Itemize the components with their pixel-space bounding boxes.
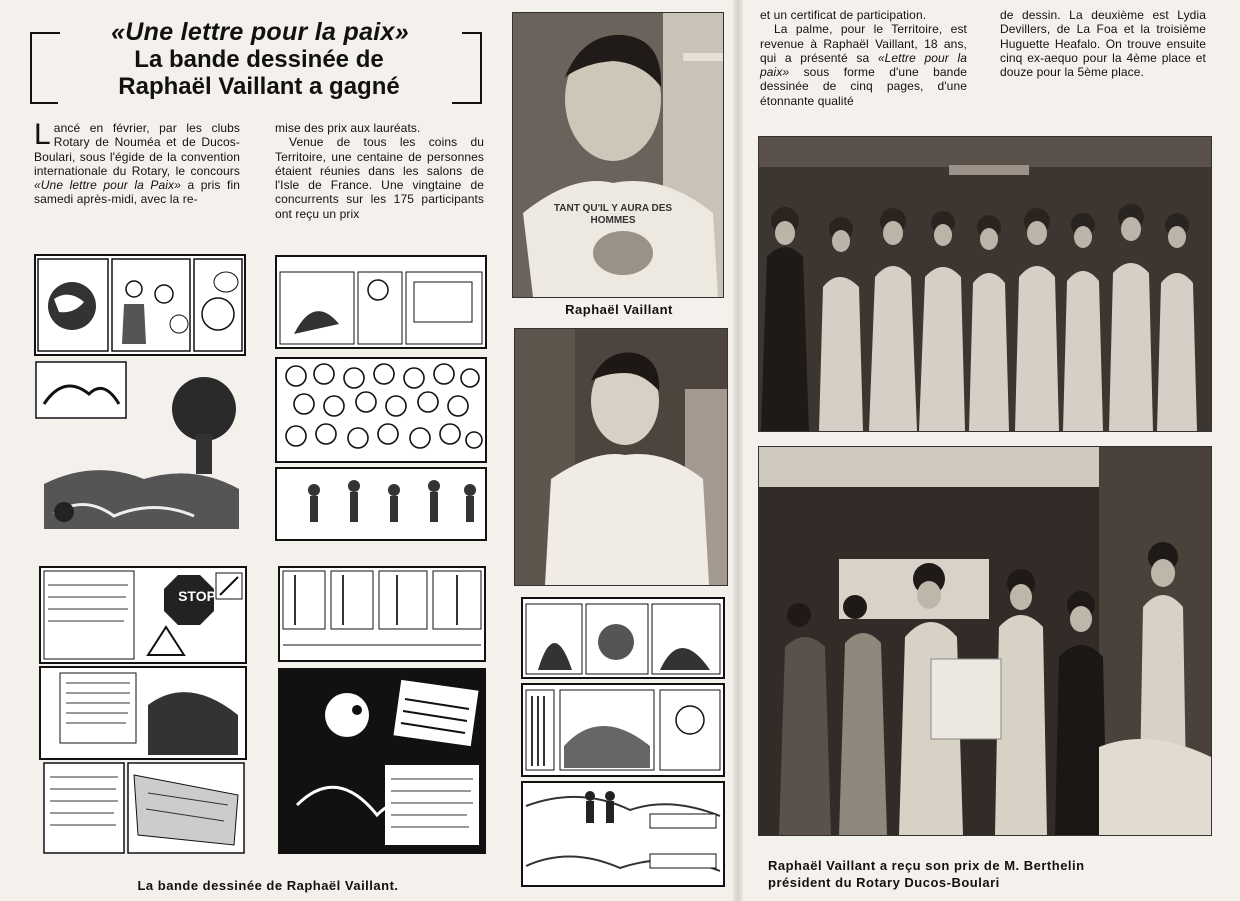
comic-drawing [520,596,726,888]
comic-page-5 [520,596,726,888]
article-text: a pris fin samedi après-midi, avec la re- [34,178,240,207]
award-caption [768,857,1208,891]
frame-line [452,102,482,104]
comic-drawing [38,565,248,857]
headline-title-line1: La bande dessinée de [134,46,384,73]
article-column-4 [1000,8,1206,79]
article-italic-title: «Lettre pour la paix» [760,50,967,80]
portrait-photo [512,12,724,298]
article-paragraph: de dessin. La deuxième est Lydia Devillers, de La Foa et la troisième Huguette Heafalo. On trouve ensuite cinq ex-aequo pour la 4ème place et douze pour la 5ème place. [1000,8,1206,80]
photo-drawing [513,13,723,297]
award-photo [758,446,1212,836]
headline-title-line2: Raphaël Vaillant a gagné [118,73,400,100]
article-column-2 [275,121,484,221]
tshirt-text: TANT QU'IL Y AURA DES HOMMES [553,203,673,226]
frame-line [462,32,482,34]
frame-line [30,32,32,104]
comic-page-1 [34,254,246,536]
article-text: ancé en février, par les clubs Rotary de Nouméa et de Ducos-Boulari, sous l'égide de la convention internationale du Rotary, le concours [34,121,240,178]
headline-title [60,46,458,100]
photo-drawing [515,329,727,585]
article-column-3 [760,8,967,108]
article-paragraph: mise des prix aux lauréats. [275,121,421,135]
portrait-caption: Raphaël Vaillant [565,302,673,317]
comic-page-2 [38,565,248,857]
award-caption-line2: président du Rotary Ducos-Boulari [768,875,1000,890]
photo-drawing [759,447,1211,835]
frame-line [480,32,482,104]
article-text: La palme, pour le Territoire, est revenue à Raphaël Vaillant, 18 ans, qui a présenté sa [760,22,967,65]
comic-page-3 [274,254,488,542]
article-paragraph: Venue de tous les coins du Territoire, une centaine de personnes étaient réunies dans les salons de l'Isle de France. Une vingtaine de concurrents sur les 175 participants ont reçu un prix [275,135,484,221]
photo-drawing [759,137,1211,431]
comic-page-4 [277,565,487,857]
article-paragraph: et un certificat de participation. [760,8,927,22]
comic-drawing [34,254,246,536]
article-text: sous forme d'une bande dessinée de cinq pages, d'une étonnante qualité [760,65,967,108]
headline-kicker: «Une lettre pour la paix» [111,18,409,46]
article-column-1 [34,118,240,207]
page-fold [733,0,743,901]
comic-drawing [277,565,487,857]
award-caption-line1: Raphaël Vaillant a reçu son prix de M. Berthelin [768,858,1085,873]
stop-sign-text: STOP [178,588,216,604]
frame-line [30,32,60,34]
comics-caption: La bande dessinée de Raphaël Vaillant. [137,878,399,893]
second-portrait-photo [514,328,728,586]
comic-drawing [274,254,488,542]
dropcap: L [34,118,51,151]
article-italic-title: «Une lettre pour la Paix» [34,178,181,193]
frame-line [30,102,58,104]
headline-box [30,18,482,104]
group-photo [758,136,1212,432]
